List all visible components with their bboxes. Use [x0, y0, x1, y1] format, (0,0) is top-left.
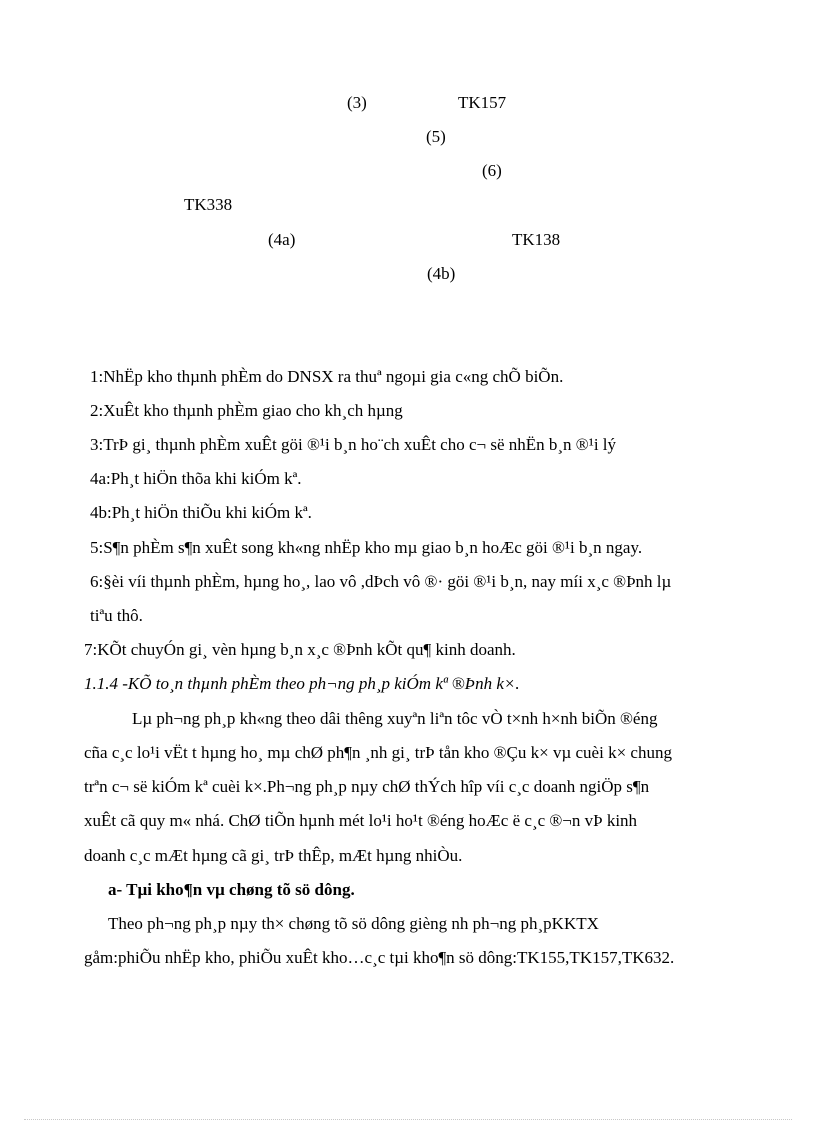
diagram-label-4a: (4a)	[268, 230, 296, 249]
subheading: a- Tµi kho¶n vµ chøng tõ sö dông.	[108, 880, 355, 899]
page-bottom-rule	[24, 1119, 792, 1120]
para1-line-1: Lµ ph¬ng ph¸p kh«ng theo dâi thêng xuyªn liªn tôc vÒ t×nh h×nh biÕn ®éng	[132, 709, 658, 728]
note-4a: 4a:Ph¸t hiÖn thõa khi kiÓm kª.	[90, 469, 302, 488]
para1-line-5: doanh c¸c mÆt hµng cã gi¸ trÞ thÊp, mÆt hµng nhiÒu.	[84, 846, 463, 865]
note-4b: 4b:Ph¸t hiÖn thiÕu khi kiÓm kª.	[90, 503, 312, 522]
note-6: 6:§èi víi thµnh phÈm, hµng ho¸, lao vô ,dÞch vô ®· göi ®¹i b¸n, nay míi x¸c ®Þnh lµ	[90, 572, 672, 591]
note-7: 7:KÕt chuyÓn gi¸ vèn hµng b¸n x¸c ®Þnh kÕt qu¶ kinh doanh.	[84, 640, 516, 659]
diagram-label-3: (3)	[347, 93, 367, 112]
note-6-continued: tiªu thô.	[90, 606, 143, 625]
diagram-label-5: (5)	[426, 127, 446, 146]
para2-line-1: Theo ph¬ng ph¸p nµy th× chøng tõ sö dông gièng nh ph¬ng ph¸pKKTX	[108, 914, 599, 933]
diagram-label-tk138: TK138	[512, 230, 561, 249]
note-3: 3:TrÞ gi¸ thµnh phÈm xuÊt göi ®¹i b¸n ho¨ch xuÊt cho c¬ së nhËn b¸n ®¹i lý	[90, 435, 617, 454]
note-2: 2:XuÊt kho thµnh phÈm giao cho kh¸ch hµng	[90, 401, 403, 420]
note-1: 1:NhËp kho thµnh phÈm do DNSX ra thuª ngoµi gia c«ng chÕ biÕn.	[90, 367, 564, 386]
para1-line-2: cña c¸c lo¹i vËt t hµng ho¸ mµ chØ ph¶n ¸nh gi¸ trÞ tån kho ®Çu k× vµ cuèi k× chung	[84, 743, 672, 762]
note-5: 5:S¶n phÈm s¶n xuÊt song kh«ng nhËp kho mµ giao b¸n hoÆc göi ®¹i b¸n ngay.	[90, 538, 643, 557]
para1-line-4: xuÊt cã quy m« nhá. ChØ tiÕn hµnh mét lo¹i ho¹t ®éng hoÆc ë c¸c ®¬n vÞ kinh	[84, 811, 638, 830]
section-heading: 1.1.4 -KÕ to¸n thµnh phÈm theo ph¬ng ph¸p kiÓm kª ®Þnh k×.	[84, 674, 520, 693]
diagram-label-tk157: TK157	[458, 93, 507, 112]
diagram-label-4b: (4b)	[427, 264, 456, 283]
diagram-label-tk338: TK338	[184, 195, 233, 214]
diagram-label-6: (6)	[482, 161, 502, 180]
para2-line-2: gåm:phiÕu nhËp kho, phiÕu xuÊt kho…c¸c tµi kho¶n sö dông:TK155,TK157,TK632.	[84, 948, 675, 967]
para1-line-3: trªn c¬ së kiÓm kª cuèi k×.Ph¬ng ph¸p nµy chØ thÝch hîp víi c¸c doanh ngiÖp s¶n	[84, 777, 650, 796]
